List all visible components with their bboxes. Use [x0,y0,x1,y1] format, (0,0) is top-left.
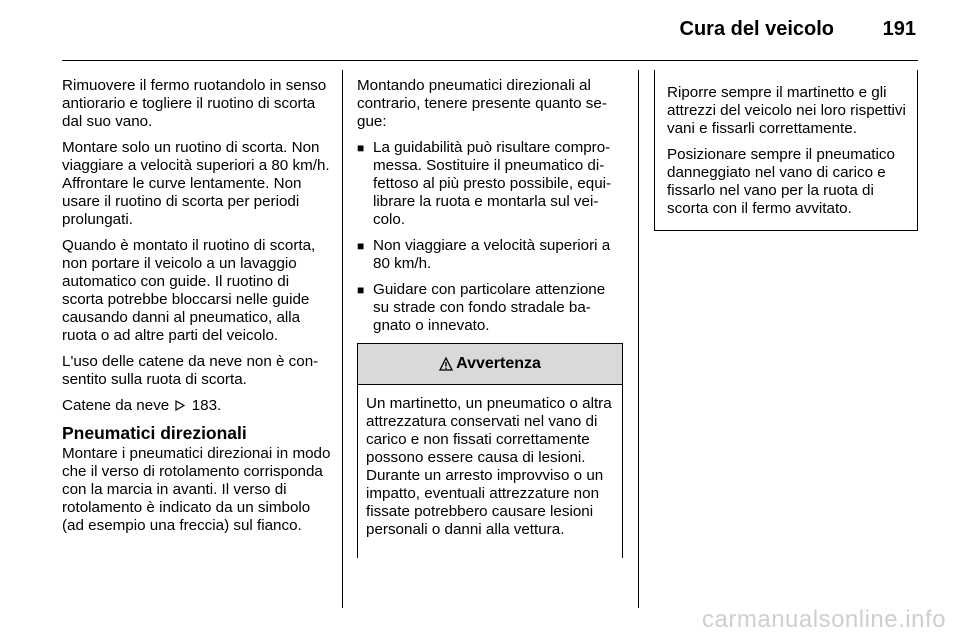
column-divider-right [638,70,639,608]
column-1 [62,77,334,543]
column-2 [357,77,623,558]
page-reference-link[interactable]: 183. [191,397,222,414]
section-title: Cura del veicolo [679,18,834,40]
bullet-square-icon: ■ [357,239,365,253]
paragraph-car-wash: Quando è montato il ruotino di scorta, non portare il veicolo a un lavaggio automatico con guide. Il ruotino di scorta potrebbe bloccarsi nelle guide causando danni al pneumatico, alla ruota o ad altre parti del veicolo. [62,237,316,344]
warning-text: Un martinetto, un pneumatico o altra attrezzatura conservati nel vano di carico e non fissati correttamente possono essere causa di lesioni. Durante un arresto improvviso o un impatto, eventuali attrezzature non fissate potrebbero causare lesioni personali o danni alla vettura. [366,395,612,538]
reference-label: Catene da neve [62,397,170,414]
bullet-square-icon: ■ [357,283,365,297]
watermark: carmanualsonline.info [702,606,946,633]
warning-title: Avvertenza [456,355,541,372]
paragraph-store-jack: Riporre sempre il martinetto e gli attrezzi del veicolo nei loro rispettivi vani e fissarli correttamente. [667,84,906,137]
section-heading-directional-tyres: Pneumatici direzionali [62,423,247,443]
paragraph-remove-spare: Rimuovere il fermo ruotandolo in senso antiorario e togliere il ruotino di scorta dal suo vano. [62,77,327,130]
bullet-square-icon: ■ [357,141,365,155]
paragraph-spare-usage: Montare solo un ruotino di scorta. Non viaggiare a velocità superiori a 80 km/h. Affrontare le curve lentamente. Non usare il ruotino di scorta per periodi prolungati. [62,139,330,228]
list-item [357,281,623,335]
paragraph-snow-chains: L'uso delle catene da neve non è consentito sulla ruota di scorta. [62,353,319,388]
paragraph-reverse-mounting-intro: Montando pneumatici direzionali al contrario, tenere presente quanto segue: [357,77,607,130]
page-number: 191 [882,18,916,40]
warning-box [357,343,623,558]
warning-triangle-icon [439,357,453,371]
column-divider-left [342,70,343,608]
list-item-text: Guidare con particolare attenzione su strade con fondo stradale bagnato o innevato. [373,281,606,334]
paragraph-store-damaged-tyre: Posizionare sempre il pneumatico danneggiato nel vano di carico e fissarlo nel vano per la ruota di scorta con il fermo avvitato. [667,146,895,217]
paragraph-snow-chain-reference [62,397,334,415]
header-divider [62,60,918,61]
column-3 [654,70,918,231]
paragraph-directional-mounting: Montare i pneumatici direzionai in modo che il verso di rotolamento corrisponda con la marcia in avanti. Il verso di rotolamento è indicato da un simbolo (ad esempio una freccia) sul fianco. [62,445,331,534]
list-item-text: Non viaggiare a velocità superiori a 80 km/h. [373,237,611,272]
list-item [357,139,623,229]
list-item [357,237,623,273]
warning-header [358,344,622,385]
note-box [654,70,918,231]
bullet-list [357,139,623,335]
reference-triangle-icon [175,400,185,411]
list-item-text: La guidabilità può risultare compromessa. Sostituire il pneumatico difettoso al più presto possibile, equilibrare la ruota e montarla sul veicolo. [373,139,612,228]
